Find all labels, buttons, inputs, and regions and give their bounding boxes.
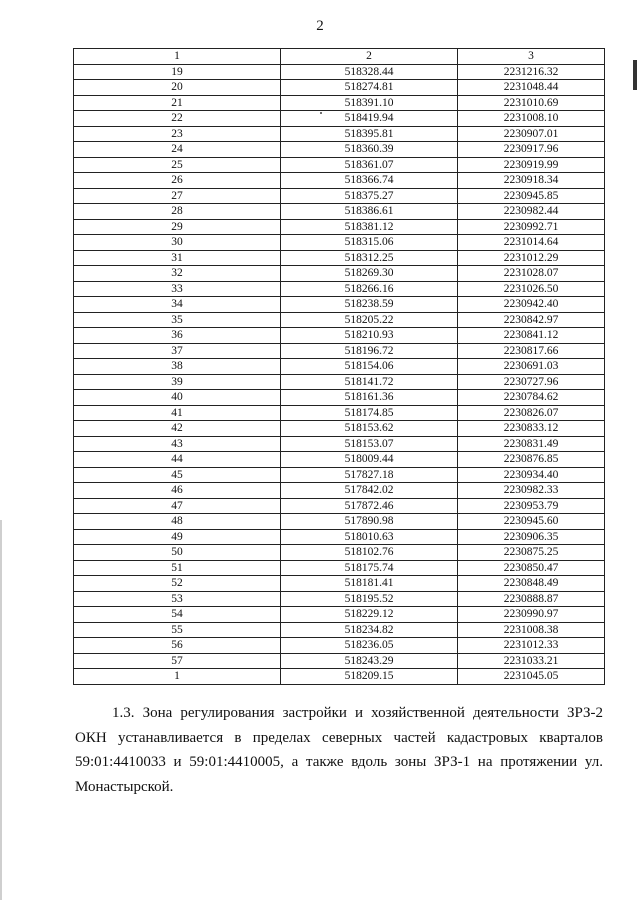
cell-y-coordinate: 2230992.71 [458, 219, 605, 235]
cell-point-number: 57 [74, 653, 281, 669]
cell-y-coordinate: 2230917.96 [458, 142, 605, 158]
cell-point-number: 41 [74, 405, 281, 421]
cell-x-coordinate: 518174.85 [281, 405, 458, 421]
cell-x-coordinate: 518391.10 [281, 95, 458, 111]
cell-y-coordinate: 2231033.21 [458, 653, 605, 669]
table-row [74, 514, 605, 530]
cell-x-coordinate: 518274.81 [281, 80, 458, 96]
cell-x-coordinate: 517827.18 [281, 467, 458, 483]
cell-x-coordinate: 518195.52 [281, 591, 458, 607]
cell-y-coordinate: 2230982.33 [458, 483, 605, 499]
cell-point-number: 22 [74, 111, 281, 127]
cell-y-coordinate: 2231010.69 [458, 95, 605, 111]
cell-x-coordinate: 518102.76 [281, 545, 458, 561]
cell-y-coordinate: 2231048.44 [458, 80, 605, 96]
column-header-y: 3 [458, 49, 605, 65]
cell-point-number: 24 [74, 142, 281, 158]
cell-y-coordinate: 2230875.25 [458, 545, 605, 561]
cell-x-coordinate: 518366.74 [281, 173, 458, 189]
table-row [74, 545, 605, 561]
table-row [74, 452, 605, 468]
cell-x-coordinate: 518205.22 [281, 312, 458, 328]
table-row [74, 343, 605, 359]
cell-y-coordinate: 2230918.34 [458, 173, 605, 189]
cell-point-number: 31 [74, 250, 281, 266]
cell-y-coordinate: 2231012.33 [458, 638, 605, 654]
table-row [74, 250, 605, 266]
table-row [74, 607, 605, 623]
table-row [74, 560, 605, 576]
cell-x-coordinate: 518153.62 [281, 421, 458, 437]
cell-point-number: 27 [74, 188, 281, 204]
cell-point-number: 55 [74, 622, 281, 638]
cell-y-coordinate: 2230848.49 [458, 576, 605, 592]
cell-x-coordinate: 518375.27 [281, 188, 458, 204]
cell-point-number: 23 [74, 126, 281, 142]
cell-point-number: 48 [74, 514, 281, 530]
cell-y-coordinate: 2230942.40 [458, 297, 605, 313]
cell-point-number: 37 [74, 343, 281, 359]
cell-x-coordinate: 518315.06 [281, 235, 458, 251]
table-row [74, 638, 605, 654]
table-row [74, 653, 605, 669]
cell-x-coordinate: 518360.39 [281, 142, 458, 158]
cell-x-coordinate: 518238.59 [281, 297, 458, 313]
cell-y-coordinate: 2230727.96 [458, 374, 605, 390]
cell-y-coordinate: 2231216.32 [458, 64, 605, 80]
cell-x-coordinate: 518361.07 [281, 157, 458, 173]
table-row [74, 405, 605, 421]
cell-point-number: 33 [74, 281, 281, 297]
cell-point-number: 40 [74, 390, 281, 406]
table-row [74, 235, 605, 251]
cell-y-coordinate: 2230945.85 [458, 188, 605, 204]
cell-point-number: 52 [74, 576, 281, 592]
page-number: 2 [316, 18, 324, 34]
cell-x-coordinate: 518153.07 [281, 436, 458, 452]
table-row [74, 173, 605, 189]
cell-point-number: 32 [74, 266, 281, 282]
cell-x-coordinate: 518010.63 [281, 529, 458, 545]
scan-left-shadow [0, 520, 2, 900]
cell-y-coordinate: 2230831.49 [458, 436, 605, 452]
cell-point-number: 44 [74, 452, 281, 468]
cell-x-coordinate: 518154.06 [281, 359, 458, 375]
cell-x-coordinate: 518381.12 [281, 219, 458, 235]
cell-y-coordinate: 2230817.66 [458, 343, 605, 359]
table-row [74, 622, 605, 638]
cell-y-coordinate: 2230833.12 [458, 421, 605, 437]
table-row [74, 188, 605, 204]
cell-x-coordinate: 518395.81 [281, 126, 458, 142]
column-header-point: 1 [74, 49, 281, 65]
cell-y-coordinate: 2230784.62 [458, 390, 605, 406]
table-row [74, 591, 605, 607]
cell-x-coordinate: 518175.74 [281, 560, 458, 576]
table-row [74, 142, 605, 158]
cell-point-number: 42 [74, 421, 281, 437]
cell-point-number: 19 [74, 64, 281, 80]
table-row [74, 80, 605, 96]
cell-x-coordinate: 518141.72 [281, 374, 458, 390]
cell-y-coordinate: 2231012.29 [458, 250, 605, 266]
cell-point-number: 20 [74, 80, 281, 96]
cell-point-number: 34 [74, 297, 281, 313]
cell-y-coordinate: 2230982.44 [458, 204, 605, 220]
cell-y-coordinate: 2230934.40 [458, 467, 605, 483]
cell-y-coordinate: 2231028.07 [458, 266, 605, 282]
table-row [74, 328, 605, 344]
table-row [74, 219, 605, 235]
cell-point-number: 46 [74, 483, 281, 499]
table-header-row [74, 49, 605, 65]
cell-x-coordinate: 518229.12 [281, 607, 458, 623]
cell-point-number: 47 [74, 498, 281, 514]
cell-point-number: 51 [74, 560, 281, 576]
table-row [74, 483, 605, 499]
cell-x-coordinate: 518312.25 [281, 250, 458, 266]
cell-x-coordinate: 517842.02 [281, 483, 458, 499]
zone-paragraph: 1.3. Зона регулирования застройки и хозяйственной деятельности ЗРЗ-2 ОКН устанавливается в пределах северных частей кадастровых кварталов 59:01:4410033 и 59:01:4410005, а также вдоль зоны ЗРЗ-1 на протяжении ул. Монастырской. [75, 705, 603, 795]
cell-point-number: 28 [74, 204, 281, 220]
cell-y-coordinate: 2230888.87 [458, 591, 605, 607]
cell-y-coordinate: 2230945.60 [458, 514, 605, 530]
cell-x-coordinate: 518269.30 [281, 266, 458, 282]
cell-y-coordinate: 2230850.47 [458, 560, 605, 576]
cell-x-coordinate: 518266.16 [281, 281, 458, 297]
table-row [74, 390, 605, 406]
cell-y-coordinate: 2230907.01 [458, 126, 605, 142]
cell-point-number: 30 [74, 235, 281, 251]
coordinates-table [73, 48, 605, 685]
cell-x-coordinate: 518328.44 [281, 64, 458, 80]
cell-y-coordinate: 2230691.03 [458, 359, 605, 375]
cell-point-number: 38 [74, 359, 281, 375]
cell-y-coordinate: 2230841.12 [458, 328, 605, 344]
cell-x-coordinate: 517872.46 [281, 498, 458, 514]
cell-point-number: 36 [74, 328, 281, 344]
cell-y-coordinate: 2230876.85 [458, 452, 605, 468]
scan-edge-mark [633, 60, 637, 90]
table-row [74, 95, 605, 111]
table-row [74, 64, 605, 80]
cell-y-coordinate: 2230990.97 [458, 607, 605, 623]
table-body [74, 64, 605, 684]
cell-y-coordinate: 2231045.05 [458, 669, 605, 685]
table-row [74, 576, 605, 592]
table-row [74, 266, 605, 282]
cell-point-number: 21 [74, 95, 281, 111]
table-row [74, 467, 605, 483]
table-row [74, 126, 605, 142]
scan-speck [320, 112, 322, 114]
cell-point-number: 54 [74, 607, 281, 623]
cell-y-coordinate: 2231008.38 [458, 622, 605, 638]
cell-y-coordinate: 2230953.79 [458, 498, 605, 514]
table-row [74, 374, 605, 390]
cell-y-coordinate: 2231008.10 [458, 111, 605, 127]
cell-x-coordinate: 518210.93 [281, 328, 458, 344]
table-row [74, 421, 605, 437]
cell-x-coordinate: 518209.15 [281, 669, 458, 685]
cell-x-coordinate: 517890.98 [281, 514, 458, 530]
cell-y-coordinate: 2230906.35 [458, 529, 605, 545]
table-row [74, 529, 605, 545]
cell-point-number: 50 [74, 545, 281, 561]
cell-y-coordinate: 2230919.99 [458, 157, 605, 173]
table-row [74, 312, 605, 328]
table-row [74, 111, 605, 127]
column-header-x: 2 [281, 49, 458, 65]
table-row [74, 498, 605, 514]
table-row [74, 281, 605, 297]
cell-point-number: 39 [74, 374, 281, 390]
cell-point-number: 35 [74, 312, 281, 328]
table-row [74, 359, 605, 375]
table-row [74, 297, 605, 313]
cell-point-number: 49 [74, 529, 281, 545]
cell-y-coordinate: 2231014.64 [458, 235, 605, 251]
cell-point-number: 25 [74, 157, 281, 173]
table-row [74, 204, 605, 220]
cell-x-coordinate: 518243.29 [281, 653, 458, 669]
cell-point-number: 43 [74, 436, 281, 452]
cell-x-coordinate: 518161.36 [281, 390, 458, 406]
cell-y-coordinate: 2230842.97 [458, 312, 605, 328]
cell-point-number: 45 [74, 467, 281, 483]
table-row [74, 157, 605, 173]
table-row [74, 436, 605, 452]
cell-point-number: 56 [74, 638, 281, 654]
cell-y-coordinate: 2231026.50 [458, 281, 605, 297]
cell-x-coordinate: 518419.94 [281, 111, 458, 127]
cell-point-number: 26 [74, 173, 281, 189]
cell-x-coordinate: 518196.72 [281, 343, 458, 359]
cell-point-number: 53 [74, 591, 281, 607]
cell-x-coordinate: 518009.44 [281, 452, 458, 468]
cell-point-number: 29 [74, 219, 281, 235]
cell-point-number: 1 [74, 669, 281, 685]
cell-y-coordinate: 2230826.07 [458, 405, 605, 421]
cell-x-coordinate: 518234.82 [281, 622, 458, 638]
cell-x-coordinate: 518181.41 [281, 576, 458, 592]
cell-x-coordinate: 518386.61 [281, 204, 458, 220]
cell-x-coordinate: 518236.05 [281, 638, 458, 654]
table-row [74, 669, 605, 685]
